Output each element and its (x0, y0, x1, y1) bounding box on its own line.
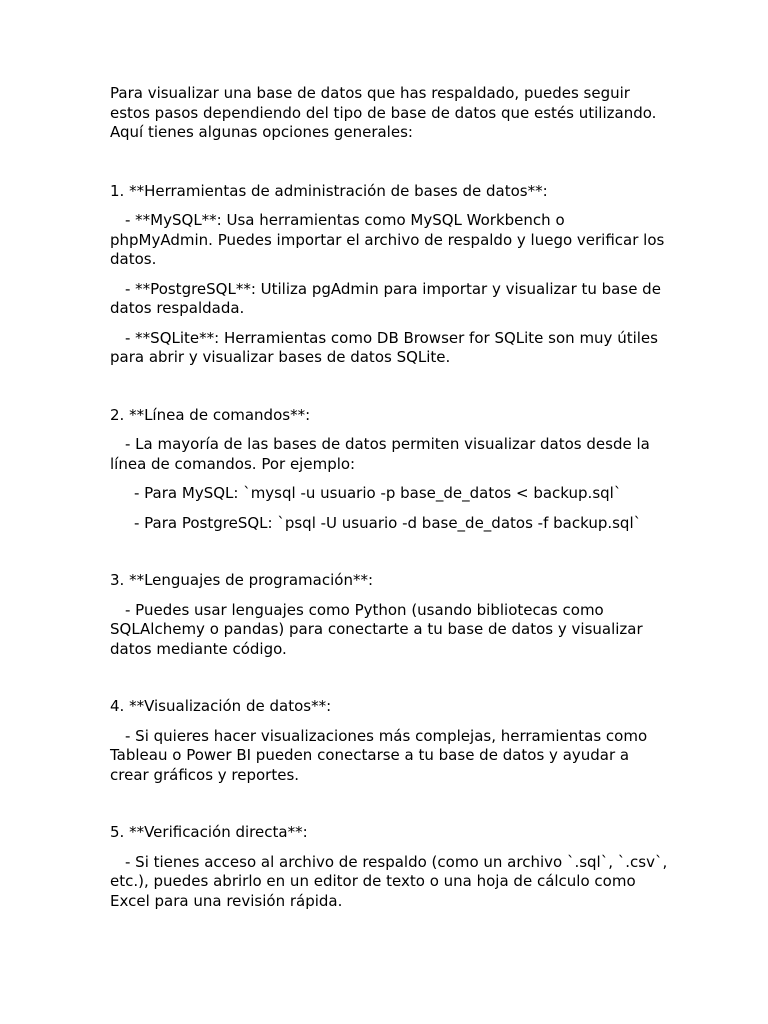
list-item (110, 435, 670, 474)
list-item-text: - Puedes usar lenguajes como Python (usando bibliotecas como SQLAlchemy o pandas) para conectarte a tu base de datos y visualizar datos mediante código. (110, 600, 643, 658)
list-item (110, 727, 670, 786)
sub-list-item: - Para PostgreSQL: `psql -U usuario -d base_de_datos -f backup.sql` (134, 513, 642, 532)
list-item-text: - **SQLite**: Herramientas como DB Browser for SQLite son muy útiles para abrir y visualizar bases de datos SQLite. (110, 328, 658, 366)
list-item-text: - **PostgreSQL**: Utiliza pgAdmin para importar y visualizar tu base de datos respaldada. (110, 279, 661, 317)
list-item-text: - Si tienes acceso al archivo de respaldo (como un archivo `.sql`, `.csv`, etc.), puedes abrirlo en un editor de texto o una hoja de cálculo como Excel para una revisión rápida. (110, 852, 668, 910)
document-body (110, 84, 670, 921)
intro-paragraph: Para visualizar una base de datos que has respaldado, puedes seguir estos pasos dependiendo del tipo de base de datos que estés utilizando. Aquí tienes algunas opciones generales: (110, 84, 657, 141)
section-data-visualization (110, 697, 670, 785)
list-item (110, 280, 670, 319)
section-heading: 5. **Verificación directa**: (110, 823, 308, 841)
section-direct-verification (110, 823, 670, 911)
list-item (110, 601, 670, 660)
list-item (110, 329, 670, 368)
list-item (110, 211, 670, 270)
section-heading: 4. **Visualización de datos**: (110, 697, 332, 715)
section-heading: 1. **Herramientas de administración de bases de datos**: (110, 181, 548, 200)
list-item (110, 853, 670, 912)
section-command-line (110, 406, 670, 534)
section-admin-tools (110, 182, 670, 368)
list-item-text: - Si quieres hacer visualizaciones más complejas, herramientas como Tableau o Power BI pueden conectarse a tu base de datos y ayudar a crear gráficos y reportes. (110, 726, 648, 784)
list-item-text: - La mayoría de las bases de datos permiten visualizar datos desde la línea de comandos. Por ejemplo: (110, 435, 650, 473)
list-item-text: - **MySQL**: Usa herramientas como MySQL Workbench o phpMyAdmin. Puedes importar el archivo de respaldo y luego verificar los datos. (110, 211, 665, 268)
section-heading: 2. **Línea de comandos**: (110, 405, 311, 424)
sub-list-item: - Para MySQL: `mysql -u usuario -p base_de_datos < backup.sql` (134, 484, 622, 502)
section-heading: 3. **Lenguajes de programación**: (110, 571, 373, 589)
section-programming-languages (110, 571, 670, 659)
